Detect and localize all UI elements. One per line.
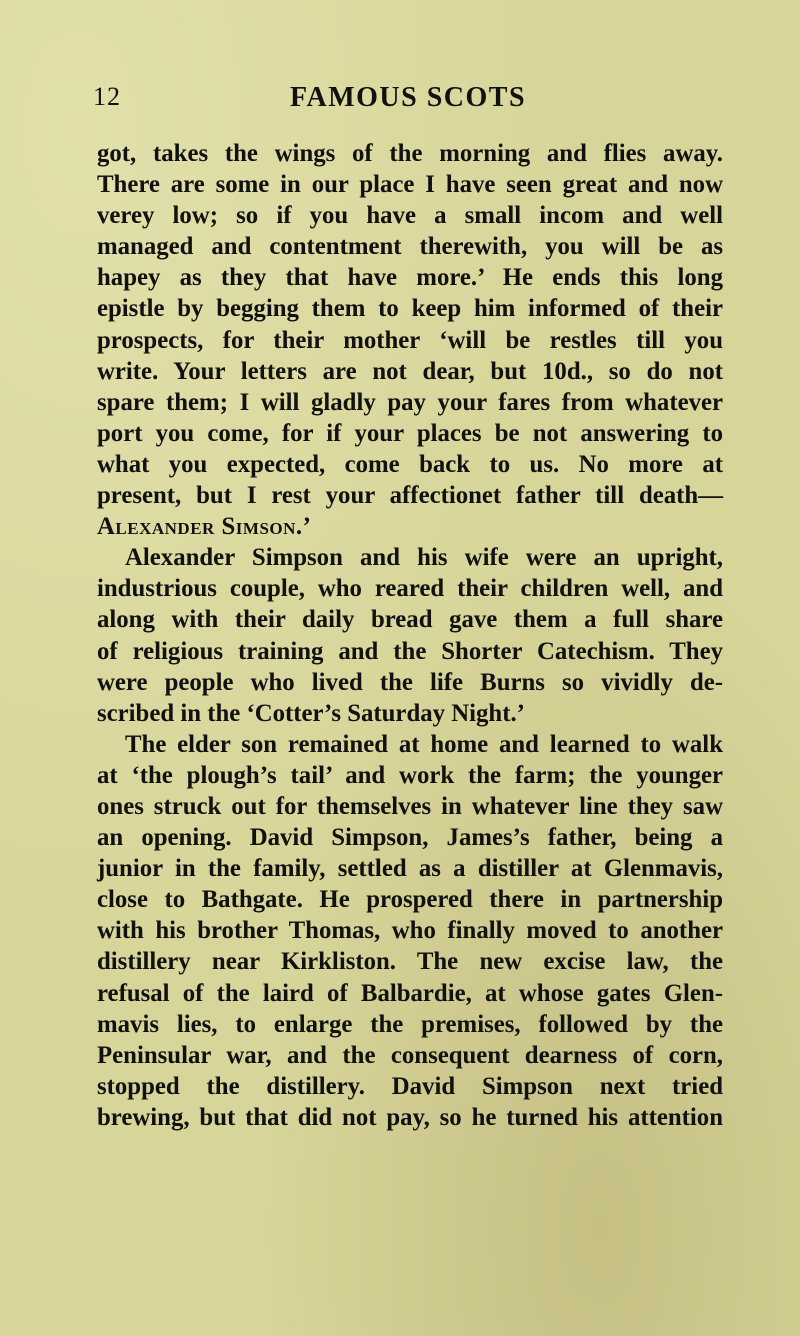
text-line: prospects, for their mother ‘will be restles till you (97, 326, 723, 354)
text-line: port you come, for if your places be not answering to (97, 419, 723, 447)
text-line: close to Bathgate. He prospered there in partnership (97, 886, 723, 914)
text-line: along with their daily bread gave them a full share (97, 606, 723, 634)
paragraph-start: Alexander Simpson and his wife were an upright, (125, 544, 723, 572)
text-line: industrious couple, who reared their children well, and (97, 575, 723, 603)
text-line: were people who lived the life Burns so vividly de- (97, 668, 723, 696)
text-line: got, takes the wings of the morning and flies away. (97, 140, 723, 167)
running-title: FAMOUS SCOTS (289, 82, 527, 113)
text-line: Peninsular war, and the consequent dearness of corn, (97, 1041, 723, 1069)
running-head (93, 82, 723, 118)
text-line: spare them; I will gladly pay your fares from whatever (97, 388, 723, 416)
text-line: distillery near Kirkliston. The new excise law, the (97, 948, 723, 976)
text-line: ones struck out for themselves in whatever line they saw (97, 792, 723, 820)
text-line: junior in the family, settled as a distiller at Glenmavis, (97, 855, 723, 883)
text-line: epistle by begging them to keep him informed of their (97, 295, 723, 323)
paragraph-start: The elder son remained at home and learned to walk (125, 730, 723, 758)
text-line: managed and contentment therewith, you will be as (97, 233, 723, 261)
text-line: an opening. David Simpson, James’s father, being a (97, 824, 723, 852)
text-line: of religious training and the Shorter Catechism. They (97, 637, 723, 665)
text-line: stopped the distillery. David Simpson next tried (97, 1072, 723, 1100)
text-line: brewing, but that did not pay, so he turned his attention (97, 1103, 723, 1131)
text-line: scribed in the ‘Cotter’s Saturday Night.’ (97, 699, 525, 727)
text-line: with his brother Thomas, who finally moved to another (97, 917, 723, 945)
body-text (97, 138, 723, 1133)
text-line: what you expected, come back to us. No more at (97, 450, 723, 478)
text-line: write. Your letters are not dear, but 10d., so do not (97, 357, 723, 385)
text-line: mavis lies, to enlarge the premises, followed by the (97, 1010, 723, 1038)
page-number: 12 (93, 82, 121, 111)
text-line: at ‘the plough’s tail’ and work the farm; the younger (97, 761, 723, 789)
signature-line: Alexander Simson.’ (97, 513, 312, 541)
text-line: verey low; so if you have a small incom and well (97, 202, 723, 230)
text-line: hapey as they that have more.’ He ends this long (97, 264, 723, 292)
text-line: There are some in our place I have seen great and now (97, 171, 723, 199)
text-line: present, but I rest your affectionet father till death— (97, 482, 723, 510)
text-line: refusal of the laird of Balbardie, at whose gates Glen- (97, 979, 723, 1007)
